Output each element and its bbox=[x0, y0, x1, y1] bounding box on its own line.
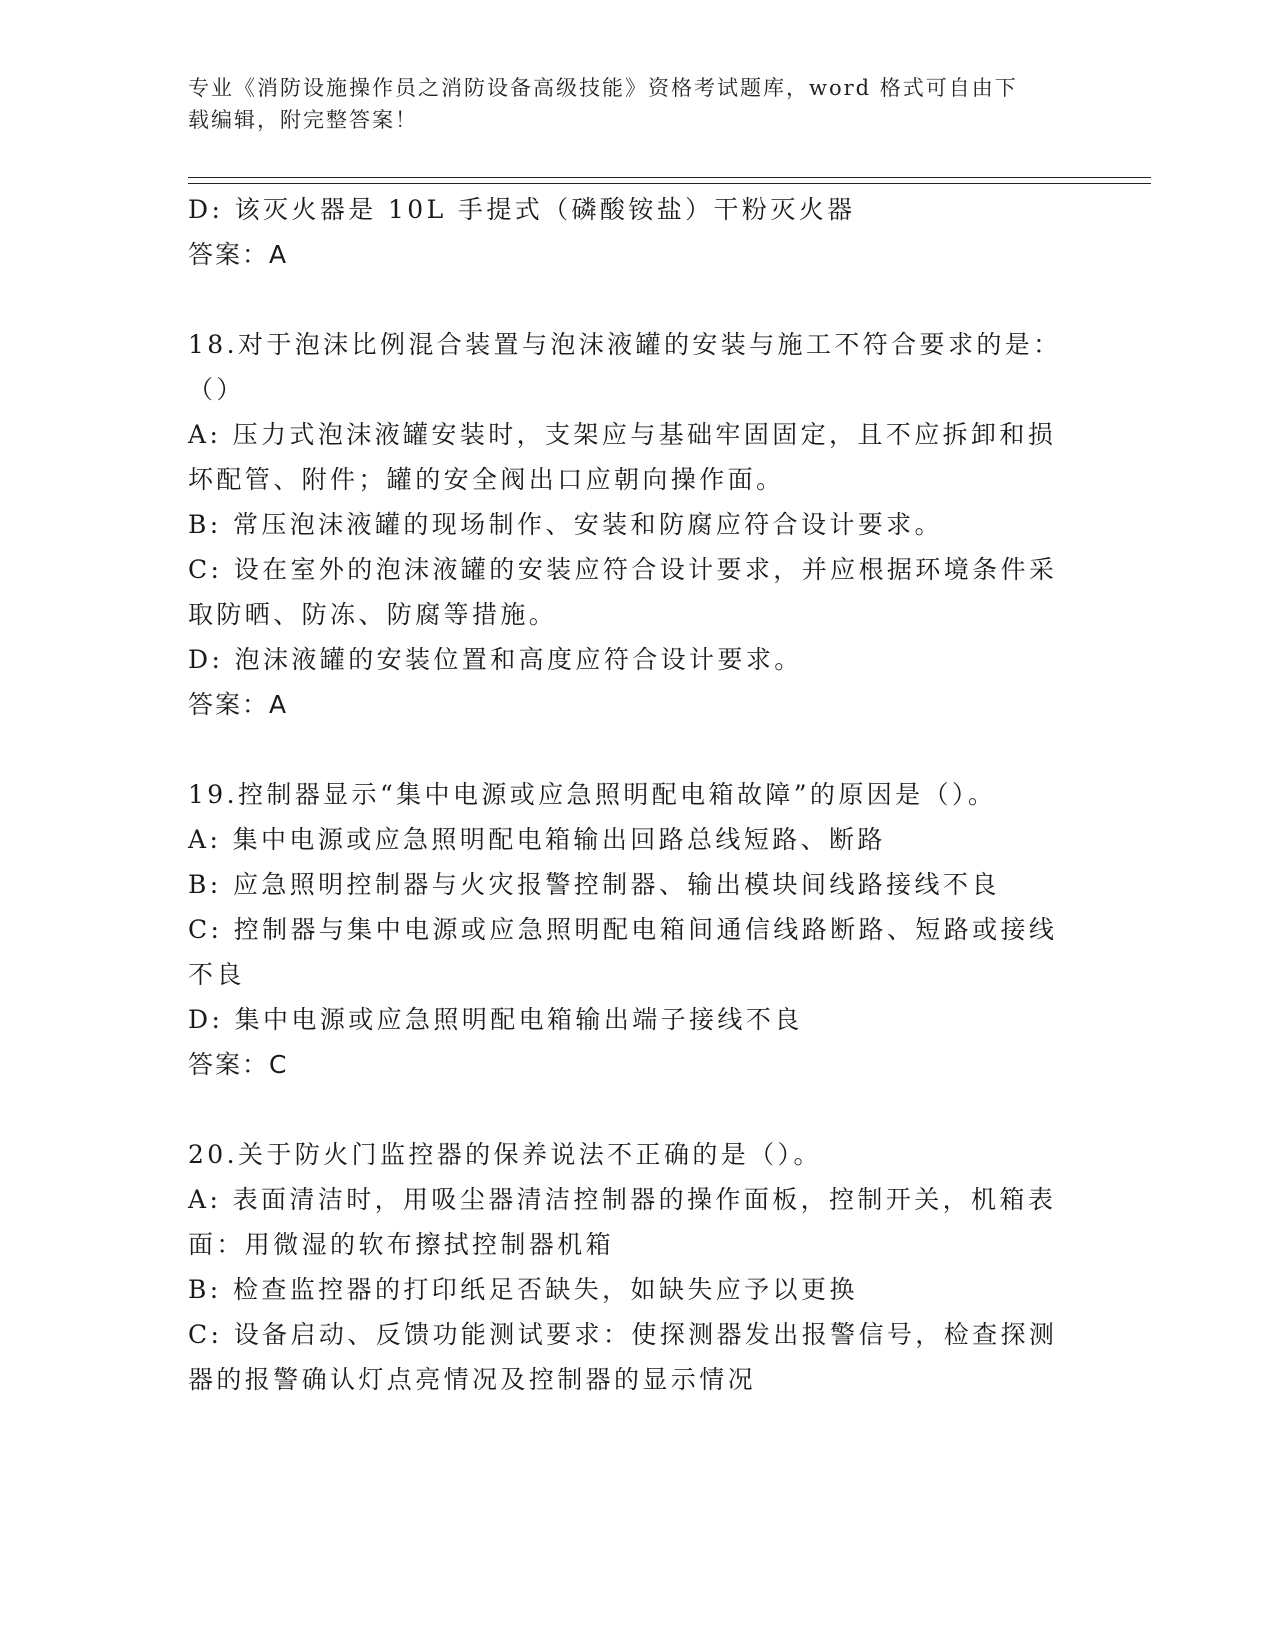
option-line: 面：用微湿的软布擦拭控制器机箱 bbox=[188, 1230, 615, 1259]
option-line: C: 控制器与集中电源或应急照明配电箱间通信线路断路、短路或接线 bbox=[188, 915, 1058, 944]
question-block bbox=[188, 1132, 1068, 1402]
option-line: 器的报警确认灯点亮情况及控制器的显示情况 bbox=[188, 1365, 757, 1394]
option-line: D: 泡沫液罐的安装位置和高度应符合设计要求。 bbox=[188, 645, 803, 674]
spacer bbox=[188, 277, 1068, 322]
option-line: B: 检查监控器的打印纸足否缺失，如缺失应予以更换 bbox=[188, 1275, 858, 1304]
question-stem: 20.关于防火门监控器的保养说法不正确的是（）。 bbox=[188, 1140, 822, 1169]
spacer bbox=[188, 1087, 1068, 1132]
header-divider-bottom bbox=[188, 183, 1151, 184]
question-stem: （） bbox=[188, 375, 245, 404]
option-line: 不良 bbox=[188, 960, 245, 989]
header-line-2: 载编辑，附完整答案！ bbox=[188, 108, 418, 132]
question-stem: 18.对于泡沫比例混合装置与泡沫液罐的安装与施工不符合要求的是： bbox=[188, 330, 1062, 359]
option-line: D: 该灭火器是 10L 手提式（磷酸铵盐）干粉灭火器 bbox=[188, 195, 856, 224]
question-list bbox=[188, 187, 1068, 1402]
header-divider-top bbox=[188, 177, 1151, 178]
option-line: B: 应急照明控制器与火灾报警控制器、输出模块间线路接线不良 bbox=[188, 870, 1000, 899]
answer-line: 答案：A bbox=[188, 690, 289, 719]
question-block bbox=[188, 322, 1068, 727]
option-line: B: 常压泡沫液罐的现场制作、安装和防腐应符合设计要求。 bbox=[188, 510, 943, 539]
option-line: A: 表面清洁时，用吸尘器清洁控制器的操作面板，控制开关，机箱表 bbox=[188, 1185, 1057, 1214]
option-line: 取防晒、防冻、防腐等措施。 bbox=[188, 600, 558, 629]
answer-line: 答案：A bbox=[188, 240, 289, 269]
question-stem: 19.控制器显示“集中电源或应急照明配电箱故障”的原因是（）。 bbox=[188, 780, 997, 809]
spacer bbox=[188, 727, 1068, 772]
header-line-1: 专业《消防设施操作员之消防设备高级技能》资格考试题库，word 格式可自由下 bbox=[188, 76, 1018, 100]
option-line: C: 设在室外的泡沫液罐的安装应符合设计要求，并应根据环境条件采 bbox=[188, 555, 1058, 584]
option-line: A: 压力式泡沫液罐安装时，支架应与基础牢固固定，且不应拆卸和损 bbox=[188, 420, 1057, 449]
option-line: 坏配管、附件；罐的安全阀出口应朝向操作面。 bbox=[188, 465, 785, 494]
option-line: A: 集中电源或应急照明配电箱输出回路总线短路、断路 bbox=[188, 825, 886, 854]
answer-line: 答案：C bbox=[188, 1050, 289, 1079]
option-line: C: 设备启动、反馈功能测试要求：使探测器发出报警信号，检查探测 bbox=[188, 1320, 1058, 1349]
question-block bbox=[188, 187, 1068, 277]
question-block bbox=[188, 772, 1068, 1087]
option-line: D: 集中电源或应急照明配电箱输出端子接线不良 bbox=[188, 1005, 803, 1034]
document-header bbox=[188, 72, 1068, 136]
